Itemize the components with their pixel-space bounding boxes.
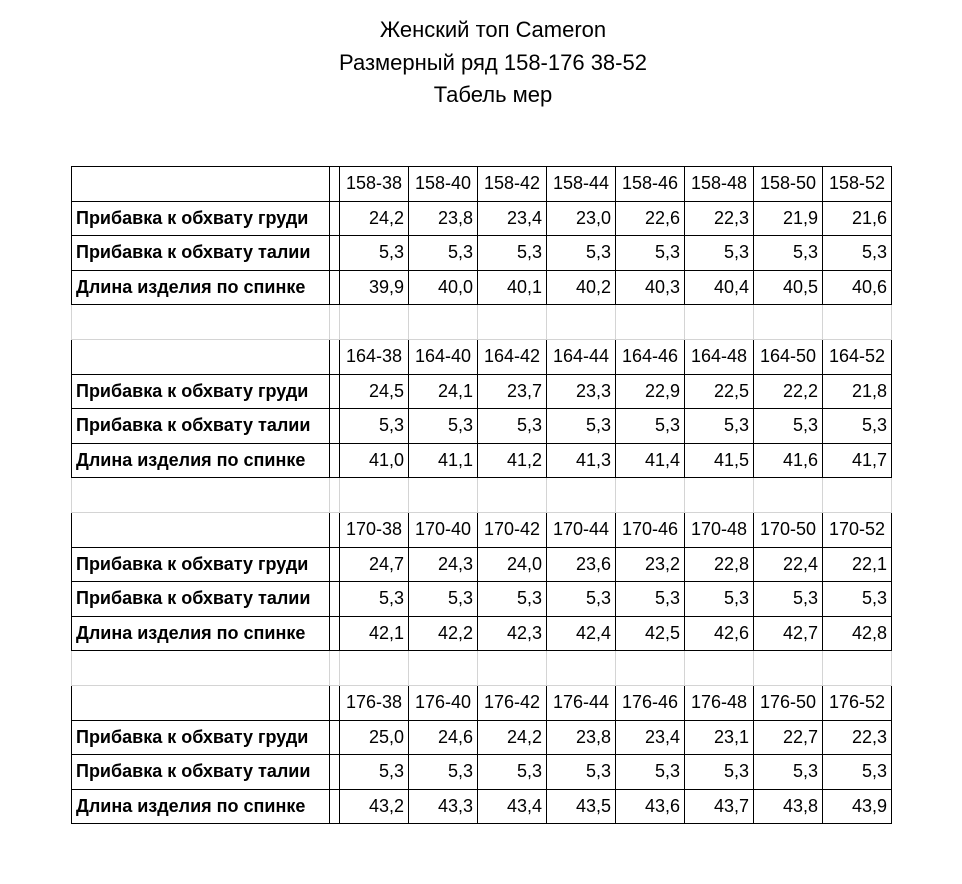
- measurement-value: 5,3: [616, 755, 685, 790]
- size-measurement-table: [71, 166, 892, 824]
- size-header-cell: 158-44: [547, 167, 616, 202]
- empty-cell: [72, 305, 330, 340]
- measurement-label: Прибавка к обхвату талии: [72, 755, 330, 790]
- measurement-value: 5,3: [685, 755, 754, 790]
- measurement-value: 42,8: [823, 616, 892, 651]
- measurement-value: 22,6: [616, 201, 685, 236]
- spacer-cell: [330, 616, 340, 651]
- size-header-cell: 176-48: [685, 685, 754, 720]
- measurement-value: 5,3: [823, 582, 892, 617]
- size-header-cell: 164-48: [685, 339, 754, 374]
- measurement-value: 43,5: [547, 789, 616, 824]
- measurement-value: 41,4: [616, 443, 685, 478]
- empty-cell: [340, 305, 409, 340]
- measurement-value: 5,3: [547, 236, 616, 271]
- measurement-value: 5,3: [616, 236, 685, 271]
- measurement-value: 41,7: [823, 443, 892, 478]
- spacer-cell: [330, 547, 340, 582]
- spacer-cell: [330, 443, 340, 478]
- size-header-row: [72, 512, 892, 547]
- size-header-cell: 176-50: [754, 685, 823, 720]
- size-header-cell: 176-38: [340, 685, 409, 720]
- measurement-label: Прибавка к обхвату талии: [72, 582, 330, 617]
- size-header-row: [72, 685, 892, 720]
- spacer-cell: [330, 201, 340, 236]
- measurement-row: [72, 582, 892, 617]
- empty-cell: [330, 651, 340, 686]
- size-header-cell: 158-50: [754, 167, 823, 202]
- measurement-value: 24,7: [340, 547, 409, 582]
- measurement-value: 5,3: [685, 236, 754, 271]
- measurement-value: 23,1: [685, 720, 754, 755]
- empty-cell: [340, 478, 409, 513]
- size-header-cell: 170-38: [340, 512, 409, 547]
- empty-cell: [685, 651, 754, 686]
- size-header-cell: 158-48: [685, 167, 754, 202]
- empty-cell: [72, 478, 330, 513]
- measurement-value: 24,1: [409, 374, 478, 409]
- measurement-value: 5,3: [616, 582, 685, 617]
- measurement-label: Прибавка к обхвату талии: [72, 236, 330, 271]
- empty-cell: [409, 478, 478, 513]
- empty-cell: [330, 478, 340, 513]
- measurement-value: 24,2: [478, 720, 547, 755]
- measurement-row: [72, 236, 892, 271]
- measurement-value: 23,4: [478, 201, 547, 236]
- measurement-value: 5,3: [823, 236, 892, 271]
- measurement-value: 5,3: [478, 582, 547, 617]
- size-header-row: [72, 339, 892, 374]
- size-header-cell: 158-46: [616, 167, 685, 202]
- measurement-value: 5,3: [685, 582, 754, 617]
- empty-cell: [478, 305, 547, 340]
- size-header-cell: 176-42: [478, 685, 547, 720]
- measurement-row: [72, 443, 892, 478]
- empty-cell: [685, 478, 754, 513]
- measurement-value: 40,4: [685, 270, 754, 305]
- measurement-label: Длина изделия по спинке: [72, 270, 330, 305]
- measurement-value: 5,3: [409, 755, 478, 790]
- measurement-value: 42,5: [616, 616, 685, 651]
- spacer-cell: [330, 720, 340, 755]
- block-separator-row: [72, 651, 892, 686]
- spacer-cell: [330, 236, 340, 271]
- header-empty-cell: [72, 512, 330, 547]
- measurement-value: 24,2: [340, 201, 409, 236]
- measurement-value: 22,5: [685, 374, 754, 409]
- measurement-value: 5,3: [547, 409, 616, 444]
- measurement-value: 5,3: [754, 409, 823, 444]
- measurement-label: Прибавка к обхвату талии: [72, 409, 330, 444]
- size-header-cell: 176-46: [616, 685, 685, 720]
- size-header-cell: 164-38: [340, 339, 409, 374]
- size-header-cell: 158-40: [409, 167, 478, 202]
- measurement-row: [72, 201, 892, 236]
- spacer-cell: [330, 339, 340, 374]
- measurement-value: 42,3: [478, 616, 547, 651]
- empty-cell: [616, 651, 685, 686]
- measurement-value: 40,6: [823, 270, 892, 305]
- size-header-cell: 158-42: [478, 167, 547, 202]
- measurement-value: 22,1: [823, 547, 892, 582]
- spacer-cell: [330, 167, 340, 202]
- empty-cell: [823, 305, 892, 340]
- measurement-label: Длина изделия по спинке: [72, 616, 330, 651]
- measurement-row: [72, 789, 892, 824]
- spacer-cell: [330, 789, 340, 824]
- measurement-value: 43,6: [616, 789, 685, 824]
- measurement-value: 5,3: [547, 755, 616, 790]
- measurement-label: Прибавка к обхвату груди: [72, 547, 330, 582]
- measurement-value: 5,3: [478, 755, 547, 790]
- measurement-label: Длина изделия по спинке: [72, 443, 330, 478]
- size-header-cell: 176-44: [547, 685, 616, 720]
- spacer-cell: [330, 755, 340, 790]
- measurement-value: 5,3: [340, 582, 409, 617]
- size-header-cell: 164-52: [823, 339, 892, 374]
- measurement-value: 41,0: [340, 443, 409, 478]
- spacer-cell: [330, 270, 340, 305]
- measurement-value: 40,5: [754, 270, 823, 305]
- measurement-value: 42,1: [340, 616, 409, 651]
- measurement-value: 22,8: [685, 547, 754, 582]
- measurement-value: 43,8: [754, 789, 823, 824]
- measurement-value: 42,7: [754, 616, 823, 651]
- size-header-cell: 176-40: [409, 685, 478, 720]
- measurement-label: Длина изделия по спинке: [72, 789, 330, 824]
- empty-cell: [409, 305, 478, 340]
- size-header-cell: 170-50: [754, 512, 823, 547]
- measurement-value: 43,7: [685, 789, 754, 824]
- size-header-cell: 170-44: [547, 512, 616, 547]
- block-separator-row: [72, 305, 892, 340]
- empty-cell: [547, 478, 616, 513]
- measurement-value: 22,4: [754, 547, 823, 582]
- measurement-value: 41,5: [685, 443, 754, 478]
- measurement-value: 21,8: [823, 374, 892, 409]
- size-header-cell: 170-48: [685, 512, 754, 547]
- measurement-value: 24,3: [409, 547, 478, 582]
- empty-cell: [685, 305, 754, 340]
- size-header-cell: 170-40: [409, 512, 478, 547]
- size-header-cell: 164-42: [478, 339, 547, 374]
- spacer-cell: [330, 409, 340, 444]
- size-header-cell: 176-52: [823, 685, 892, 720]
- empty-cell: [478, 478, 547, 513]
- measurement-value: 42,4: [547, 616, 616, 651]
- measurement-value: 5,3: [823, 755, 892, 790]
- measurement-value: 24,0: [478, 547, 547, 582]
- empty-cell: [547, 305, 616, 340]
- measurement-value: 24,6: [409, 720, 478, 755]
- measurement-value: 23,7: [478, 374, 547, 409]
- measurement-value: 5,3: [754, 582, 823, 617]
- measurement-value: 40,2: [547, 270, 616, 305]
- measurement-label: Прибавка к обхвату груди: [72, 720, 330, 755]
- measurement-value: 41,3: [547, 443, 616, 478]
- measurement-value: 23,6: [547, 547, 616, 582]
- measurement-value: 39,9: [340, 270, 409, 305]
- title-product: Женский топ Cameron: [379, 17, 607, 42]
- measurement-value: 42,2: [409, 616, 478, 651]
- measurement-value: 5,3: [340, 236, 409, 271]
- measurement-value: 22,3: [685, 201, 754, 236]
- empty-cell: [823, 651, 892, 686]
- measurement-value: 5,3: [340, 409, 409, 444]
- empty-cell: [547, 651, 616, 686]
- measurement-row: [72, 720, 892, 755]
- header-empty-cell: [72, 339, 330, 374]
- measurement-value: 25,0: [340, 720, 409, 755]
- measurement-value: 22,9: [616, 374, 685, 409]
- empty-cell: [754, 478, 823, 513]
- size-header-cell: 164-40: [409, 339, 478, 374]
- measurement-value: 41,1: [409, 443, 478, 478]
- title-measurement-table: Табель мер: [433, 82, 553, 107]
- block-separator-row: [72, 478, 892, 513]
- spacer-cell: [330, 512, 340, 547]
- size-header-cell: 158-52: [823, 167, 892, 202]
- measurement-value: 21,6: [823, 201, 892, 236]
- measurement-value: 43,9: [823, 789, 892, 824]
- measurement-value: 24,5: [340, 374, 409, 409]
- spacer-cell: [330, 685, 340, 720]
- measurement-value: 22,3: [823, 720, 892, 755]
- measurement-value: 22,2: [754, 374, 823, 409]
- measurement-row: [72, 547, 892, 582]
- measurement-row: [72, 270, 892, 305]
- size-header-cell: 164-46: [616, 339, 685, 374]
- empty-cell: [616, 478, 685, 513]
- empty-cell: [823, 478, 892, 513]
- empty-cell: [616, 305, 685, 340]
- measurement-value: 21,9: [754, 201, 823, 236]
- title-size-range: Размерный ряд 158-176 38-52: [339, 49, 647, 75]
- empty-cell: [72, 651, 330, 686]
- measurement-value: 22,7: [754, 720, 823, 755]
- measurement-value: 23,3: [547, 374, 616, 409]
- measurement-value: 5,3: [616, 409, 685, 444]
- measurement-value: 43,4: [478, 789, 547, 824]
- measurement-value: 43,2: [340, 789, 409, 824]
- size-header-cell: 170-52: [823, 512, 892, 547]
- measurement-value: 5,3: [409, 409, 478, 444]
- measurement-value: 5,3: [478, 409, 547, 444]
- measurement-value: 5,3: [340, 755, 409, 790]
- measurement-value: 40,3: [616, 270, 685, 305]
- size-header-cell: 170-42: [478, 512, 547, 547]
- measurement-value: 23,0: [547, 201, 616, 236]
- measurement-value: 5,3: [478, 236, 547, 271]
- measurement-value: 5,3: [409, 236, 478, 271]
- empty-cell: [409, 651, 478, 686]
- size-header-cell: 158-38: [340, 167, 409, 202]
- measurement-row: [72, 374, 892, 409]
- size-header-cell: 170-46: [616, 512, 685, 547]
- measurement-value: 23,4: [616, 720, 685, 755]
- spacer-cell: [330, 374, 340, 409]
- measurement-label: Прибавка к обхвату груди: [72, 374, 330, 409]
- measurement-label: Прибавка к обхвату груди: [72, 201, 330, 236]
- empty-cell: [330, 305, 340, 340]
- empty-cell: [754, 651, 823, 686]
- measurement-row: [72, 616, 892, 651]
- measurement-value: 40,1: [478, 270, 547, 305]
- size-header-row: [72, 167, 892, 202]
- measurement-value: 5,3: [754, 755, 823, 790]
- measurement-value: 41,2: [478, 443, 547, 478]
- measurement-value: 43,3: [409, 789, 478, 824]
- measurement-value: 5,3: [685, 409, 754, 444]
- measurement-row: [72, 409, 892, 444]
- measurement-value: 5,3: [823, 409, 892, 444]
- measurement-value: 5,3: [547, 582, 616, 617]
- measurement-value: 23,8: [547, 720, 616, 755]
- measurement-value: 40,0: [409, 270, 478, 305]
- measurement-value: 23,2: [616, 547, 685, 582]
- measurement-value: 5,3: [409, 582, 478, 617]
- measurement-value: 5,3: [754, 236, 823, 271]
- document-title: [0, 14, 962, 112]
- empty-cell: [754, 305, 823, 340]
- spacer-cell: [330, 582, 340, 617]
- header-empty-cell: [72, 685, 330, 720]
- empty-cell: [478, 651, 547, 686]
- measurement-value: 41,6: [754, 443, 823, 478]
- size-header-cell: 164-44: [547, 339, 616, 374]
- measurement-value: 23,8: [409, 201, 478, 236]
- measurement-value: 42,6: [685, 616, 754, 651]
- size-header-cell: 164-50: [754, 339, 823, 374]
- empty-cell: [340, 651, 409, 686]
- header-empty-cell: [72, 167, 330, 202]
- measurement-row: [72, 755, 892, 790]
